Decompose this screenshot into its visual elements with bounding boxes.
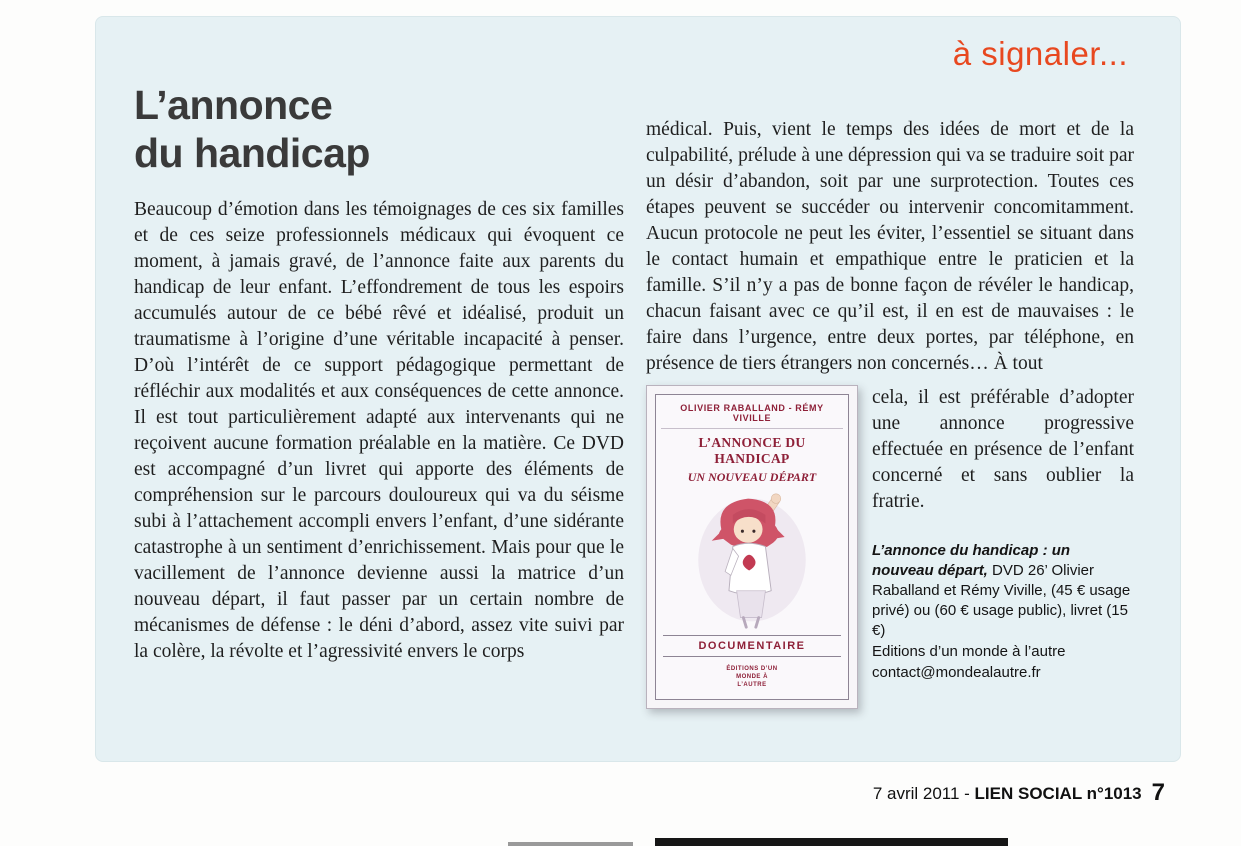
footer-page-number: 7 (1151, 779, 1165, 806)
left-column (134, 81, 624, 665)
media-row (646, 385, 1134, 709)
section-label: à signaler... (952, 35, 1128, 72)
article-text-wrap: cela, il est préférable d’adopter une annonce progressive effectuée en présence de l’enfant concerné et sans oublier la fratrie. (872, 387, 1134, 512)
dvd-subtitle: UN NOUVEAU DÉPART (687, 470, 817, 484)
dvd-publisher-logo: ÉDITIONS D’UN MONDE À L’AUTRE (726, 666, 778, 688)
article-title-line2: du handicap (134, 130, 370, 176)
scan-artifact-gray-bar (508, 842, 633, 846)
scan-artifact-black-bar (655, 838, 1008, 846)
dvd-caption (872, 541, 1134, 683)
caption-details: DVD 26’ Olivier Raballand et Rémy Viville, (45 € usage privé) ou (60 € usage public), livret (15 €) (872, 562, 1131, 639)
caption-main (872, 541, 1134, 641)
dvd-cover (646, 385, 858, 709)
caption-email: contact@mondealautre.fr (872, 664, 1041, 681)
article-title-line1: L’annonce (134, 82, 333, 128)
dvd-genre-label: DOCUMENTAIRE (663, 635, 841, 657)
page-footer (873, 778, 1165, 806)
footer-journal: LIEN SOCIAL n°1013 (974, 784, 1142, 803)
dvd-cover-illustration (690, 489, 814, 631)
footer-date: 7 avril 2011 - (872, 784, 975, 803)
article-panel (95, 16, 1181, 762)
article-text-left: Beaucoup d’émotion dans les témoignages de ces six familles et de ces seize professionnels médicaux qui évoquent ce moment, à jamais gravé, de l’annonce faite aux parents du handicap de leur enfant. L’effondrement de tous les espoirs accumulés autour de ce bébé rêvé et idéalisé, produit un traumatisme à l’origine d’une véritable incapacité à penser. D’où l’intérêt de ce support pédagogique permettant de réfléchir aux modalités et aux conséquences de cette annonce. Il est tout particulièrement adapté aux intervenants qui ne reçoivent aucune formation préalable en la matière. Ce DVD est accompagné d’un livret qui apporte des éléments de compréhension sur le parcours douloureux qui va du séisme subi à l’attachement accompli envers l’enfant, d’une sidérante catastrophe à un sentiment d’enrichissement. Mais pour que le vacillement de l’annonce devienne aussi la matrice d’un nouveau départ, il faut passer par un certain nombre de mécanismes de défense : le déni d’abord, assez vite suivi par la colère, la révolte et l’agressivité envers le corps (134, 199, 624, 662)
article-text-right: médical. Puis, vient le temps des idées de mort et de la culpabilité, prélude à une dépression qui va se traduire soit par un désir d’abandon, soit par une surprotection. Toutes ces étapes peuvent se succéder ou intervenir concomitamment. Aucun protocole ne peut les éviter, l’essentiel se situant dans le contact humain et empathique entre le praticien et la famille. S’il n’y a pas de bonne façon de révéler le handicap, chacun faisant avec ce qu’il est, il en est de mauvaises : le faire dans l’urgence, entre deux portes, par téléphone, en présence de tiers étrangers non concernés… À tout (646, 119, 1134, 374)
article-title (134, 81, 624, 177)
right-column (646, 117, 1134, 709)
caption-title: L’annonce du handicap : un nouveau départ, (872, 542, 1071, 579)
dvd-title: L’ANNONCE DU HANDICAP (698, 435, 806, 466)
dvd-authors: OLIVIER RABALLAND - RÉMY VIVILLE (661, 403, 843, 429)
caption-publisher: Editions d’un monde à l’autre (872, 643, 1066, 660)
dvd-cover-frame (655, 394, 849, 700)
media-text-column (872, 385, 1134, 683)
